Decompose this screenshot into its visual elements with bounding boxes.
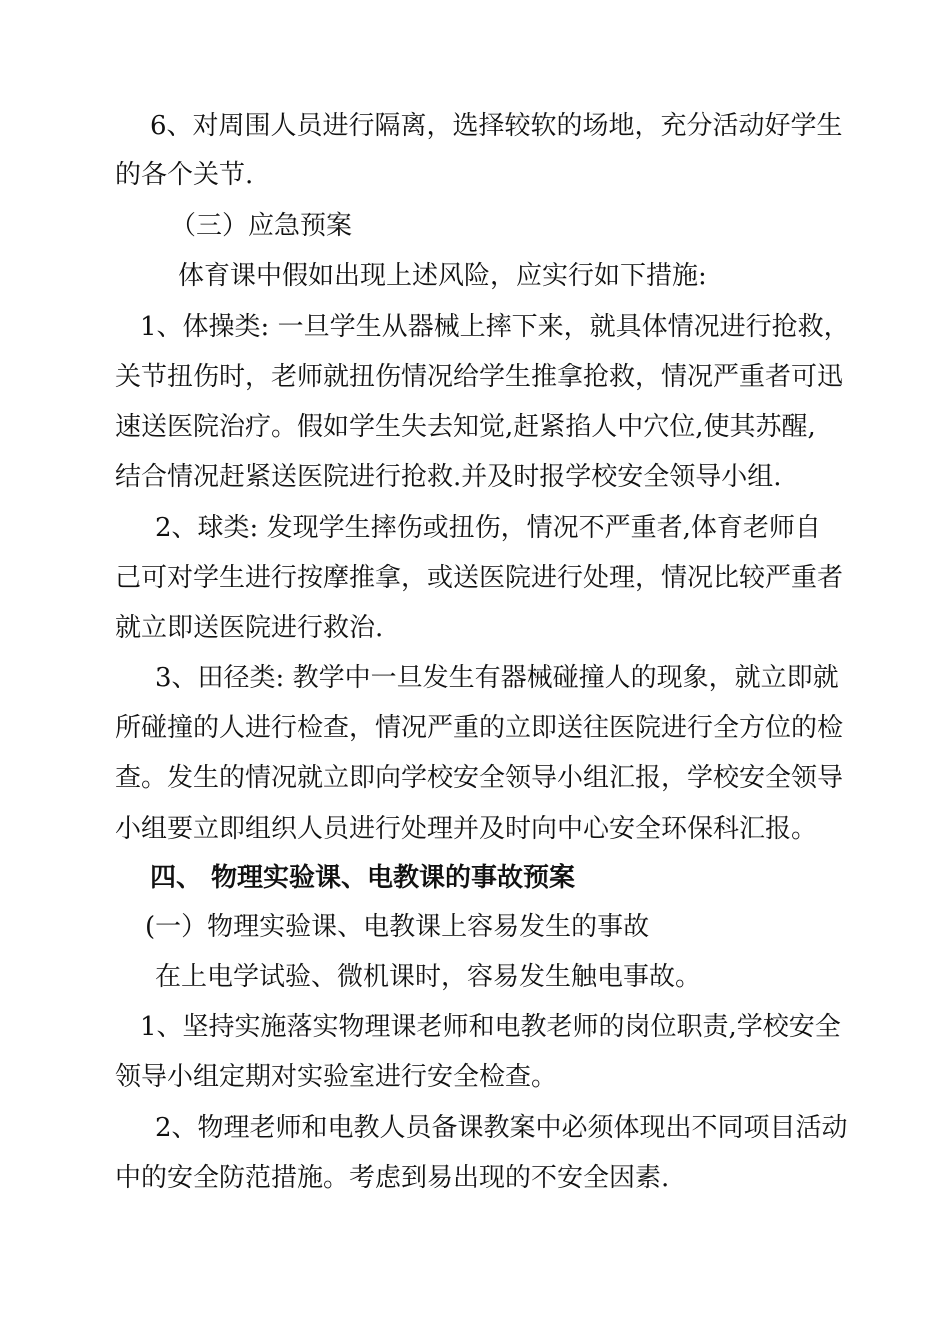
paragraph-line-3: 体育课中假如出现上述风险，应实行如下措施: xyxy=(178,261,707,291)
paragraph-line-8: 2、球类: 发现学生摔伤或扭伤，情况不严重者,体育老师自 xyxy=(155,513,821,543)
subsection-heading-accidents: (一）物理实验课、电教课上容易发生的事故 xyxy=(145,912,650,942)
section-heading-physics-lab: 四、 物理实验课、电教课的事故预案 xyxy=(150,863,576,893)
paragraph-line-19: 中的安全防范措施。考虑到易出现的不安全因素. xyxy=(115,1163,670,1193)
paragraph-line-4: 1、体操类: 一旦学生从器械上摔下来，就具体情况进行抢救， xyxy=(140,312,850,342)
paragraph-line-17: 领导小组定期对实验室进行安全检查。 xyxy=(115,1062,558,1092)
section-heading-emergency-plan: （三）应急预案 xyxy=(170,211,353,241)
paragraph-line-16: 1、坚持实施落实物理课老师和电教老师的岗位职责,学校安全 xyxy=(140,1012,841,1042)
paragraph-line-11: 3、田径类: 教学中一旦发生有器械碰撞人的现象，就立即就 xyxy=(155,663,839,693)
paragraph-line-18: 2、物理老师和电教人员备课教案中必须体现出不同项目活动 xyxy=(155,1113,848,1143)
paragraph-line-12: 所碰撞的人进行检查，情况严重的立即送往医院进行全方位的检 xyxy=(115,713,844,743)
paragraph-line-9: 己可对学生进行按摩推拿，或送医院进行处理，情况比较严重者 xyxy=(115,563,844,593)
paragraph-line-7: 结合情况赶紧送医院进行抢救.并及时报学校安全领导小组. xyxy=(115,462,782,492)
paragraph-line-5: 关节扭伤时，老师就扭伤情况给学生推拿抢救，情况严重者可迅 xyxy=(115,362,844,392)
paragraph-line-6: 速送医院治疗。假如学生失去知觉,赶紧掐人中穴位,使其苏醒, xyxy=(115,412,816,442)
paragraph-line-2: 的各个关节. xyxy=(115,160,254,190)
paragraph-line-14: 小组要立即组织人员进行处理并及时向中心安全环保科汇报。 xyxy=(115,814,818,844)
paragraph-line-15: 在上电学试验、微机课时，容易发生触电事故。 xyxy=(155,962,702,992)
paragraph-line-1: 6、对周围人员进行隔离，选择较软的场地，充分活动好学生 xyxy=(150,111,843,141)
paragraph-line-10: 就立即送医院进行救治. xyxy=(115,613,384,643)
paragraph-line-13: 查。发生的情况就立即向学校安全领导小组汇报，学校安全领导 xyxy=(115,763,844,793)
